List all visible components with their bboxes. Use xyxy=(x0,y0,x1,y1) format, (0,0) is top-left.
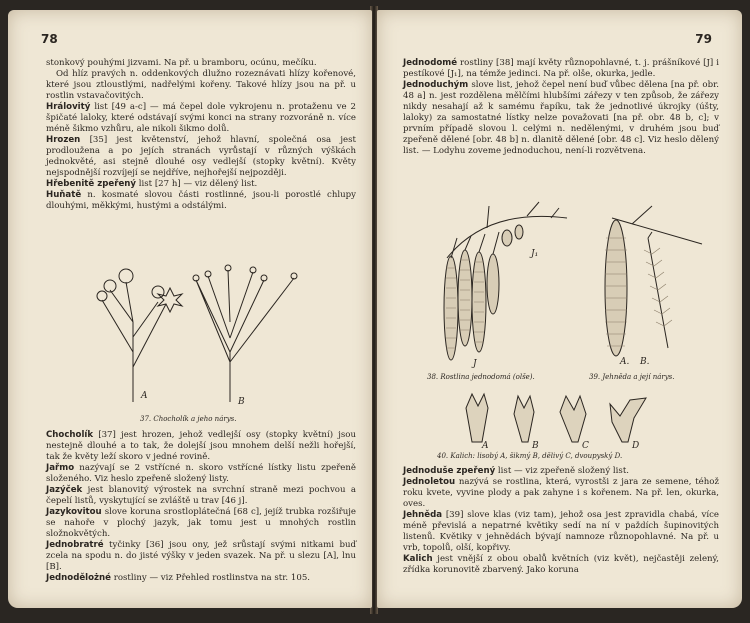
entry-term: Hrozen xyxy=(46,135,81,145)
figure-label: D xyxy=(632,441,640,450)
entry-text: [37] jest hrozen, jehož vedlejší osy (stopky květní) jsou nestejně dlouhé a to tak, že dolejší jsou mnohem delší nežli hořejší, tak že květy leží skoro v jedné rovině. xyxy=(46,430,356,462)
figure-label-b: B xyxy=(238,397,245,407)
dictionary-entry xyxy=(46,540,356,573)
dictionary-entry xyxy=(46,507,356,540)
entry-text: tyčinky [36] jsou ony, jež srůstají svými nitkami buď zcela na spodu n. do jisté výšky v jeden svazek. Na př. u slezu [A], lnu [B]. xyxy=(46,540,357,572)
paragraph: stonkový pouhými jizvami. Na př. u bramboru, ocúnu, mečíku. xyxy=(46,58,317,68)
entry-text: [35] jest květenství, jehož hlavní, společná osa jest prodloužena a po jejích stranách vyrůstají v různých výškách jednokvěté, asi stejně dlouhé osy vedlejší (stopky květní). Květy nejspodnější rozvíjejí se nejdříve, nejhořejší nejpozději. xyxy=(46,135,356,178)
entry-term: Jehněda xyxy=(403,510,443,520)
paragraph: Od hlíz pravých n. oddenkových dlužno rozeznávati hlízy kořenové, které jsou ztloustlými, nadřelými kořeny. Takové hlízy jsou na př. u rostlin vstavačovitých. xyxy=(46,69,356,101)
entry-text: slove koruna srostloplátečná [68 c], jejíž trubka rozšiřuje se nahoře v plochý jazyk, jak tomu jest u mnohých rostlin složnokvětých. xyxy=(46,507,356,539)
figure-37-corymb xyxy=(88,262,308,412)
dictionary-entry xyxy=(46,135,356,179)
figure-label-j: J xyxy=(473,359,477,368)
dictionary-entry xyxy=(403,510,719,554)
dictionary-entry xyxy=(46,430,356,463)
dictionary-entry xyxy=(46,463,356,485)
figure-label-j1: J₁ xyxy=(531,249,539,259)
right-text-top xyxy=(403,58,719,157)
figure-40-calyx xyxy=(462,392,652,450)
entry-text: list [49 a-c] — má čepel dole vykrojenu n. protaženu ve 2 špičaté laloky, které odstávají svými konci na strany rozvoráně n. více méně šikmo vzhůru, ale nikoli šikmo dolů. xyxy=(46,102,356,134)
entry-term: Kalich xyxy=(403,554,433,564)
figure-label: B xyxy=(532,441,539,450)
figure-caption: 37. Chocholík a jeho nárys. xyxy=(140,415,237,423)
dictionary-entry xyxy=(403,477,719,510)
figure-label: C xyxy=(582,441,589,450)
entry-text: [39] slove klas (viz tam), jehož osa jest zpravidla chabá, více méně převislá a nepatrné květiky sedí na ní v paždích šupinovitých listenů. Květiky v jehnědách bývají namnoze různopohlavné. Na př. u vrb, topolů, olší, kopřivy. xyxy=(403,510,720,553)
entry-term: Jednodělożné xyxy=(46,573,111,583)
figure-39-catkin xyxy=(592,198,712,368)
left-page xyxy=(8,10,372,608)
entry-text: rostliny [38] mají květy různopohlavné, t. j. prášníkové [J] i pestíkové [J₁], na témže jedinci. Na př. olše, okurka, jedle. xyxy=(403,58,719,79)
dictionary-entry xyxy=(403,466,719,477)
dictionary-entry xyxy=(46,573,356,584)
page-number: 79 xyxy=(695,32,712,46)
right-page xyxy=(377,10,742,608)
entry-term: Jednobratré xyxy=(46,540,104,550)
dictionary-entry xyxy=(46,190,356,212)
right-text-bottom xyxy=(403,466,719,576)
dictionary-entry xyxy=(403,80,719,157)
entry-term: Jařmo xyxy=(46,463,75,473)
entry-text: list — viz zpeřeně složený list. xyxy=(497,466,630,476)
figure-caption: 40. Kalich: lisobý A, šikmý B, dělivý C, dvoupyský D. xyxy=(437,452,623,460)
entry-term: Jednoduchým xyxy=(403,80,469,90)
entry-term: Jazykovitou xyxy=(46,507,102,517)
figure-label-a: A. xyxy=(620,357,630,367)
entry-term: Hřebenitě zpeřený xyxy=(46,179,136,189)
entry-text: jest blanovitý výrostek na svrchní straně mezi pochvou a čepelí listů, vyskytující se zvláště u trav [46 j]. xyxy=(46,485,357,506)
figure-caption: 39. Jehněda a její nárys. xyxy=(589,373,675,381)
entry-term: Jednodomé xyxy=(403,58,458,68)
entry-text: nazývají se 2 vstřícné n. skoro vstřícné lístky listu zpeřeně složeného. Viz heslo zpeřeně složený listy. xyxy=(46,463,357,484)
dictionary-entry xyxy=(403,58,719,80)
figure-label-b: B. xyxy=(640,357,650,367)
entry-term: Huňatě xyxy=(46,190,82,200)
dictionary-entry xyxy=(46,179,356,190)
figure-label: A xyxy=(482,441,489,450)
entry-term: Hrálovitý xyxy=(46,102,91,112)
entry-text: jest vnější z obou obalů květních (viz květ), nejčastěji zelený, zřídka korunovitě zbarvený. Jako koruna xyxy=(403,554,720,575)
entry-text: nazývá se rostlina, která, vyrostši z jara ze semene, téhož roku kvete, vyvine plody a pak zahyne i s kořenem. Na př. len, okurka, oves. xyxy=(403,477,719,509)
figure-caption: 38. Rostlina jednodomá (olše). xyxy=(427,373,535,381)
figure-38-alder xyxy=(427,198,587,368)
entry-text: slove list, jehož čepel není buď vůbec dělena [na př. obr. 48 a] n. jest rozdělena mělčími hlubšími zářezy v ten způsob, že zářezy nikdy nesahají až k samému řapíku, tak že jednotlivé úkrojky (úšty, laloky) za samostatné lístky nelze považovati [na př. obr. 48 b, c]; v prvním případě slovou l. celými n. nedělenými, v druhém jsou buď zpeřeně dělené [obr. 48 b] n. dlanitě dělené [obr. 48 c]. Viz heslo dělený list. — Lodyhu zoveme jednoduchou, není-li rozvětvena. xyxy=(403,80,720,156)
dictionary-entry xyxy=(46,485,356,507)
entry-term: Jednoduše zpeřený xyxy=(403,466,496,476)
page-number: 78 xyxy=(41,32,58,46)
left-text-top xyxy=(46,58,356,212)
entry-text: n. kosmaté slovou části rostlinné, jsou-li porostlé chlupy dlouhými, měkkými, hustými a odstálými. xyxy=(46,190,357,211)
dictionary-entry xyxy=(46,102,356,135)
entry-text: rostliny — viz Přehled rostlinstva na str. 105. xyxy=(113,573,311,583)
entry-term: Chocholík xyxy=(46,430,94,440)
entry-term: Jednoletou xyxy=(403,477,456,487)
left-text-bottom xyxy=(46,430,356,584)
dictionary-entry xyxy=(403,554,719,576)
figure-label-a: A xyxy=(141,391,148,401)
entry-term: Jazýček xyxy=(46,485,83,495)
entry-text: list [27 h] — viz dělený list. xyxy=(138,179,258,189)
